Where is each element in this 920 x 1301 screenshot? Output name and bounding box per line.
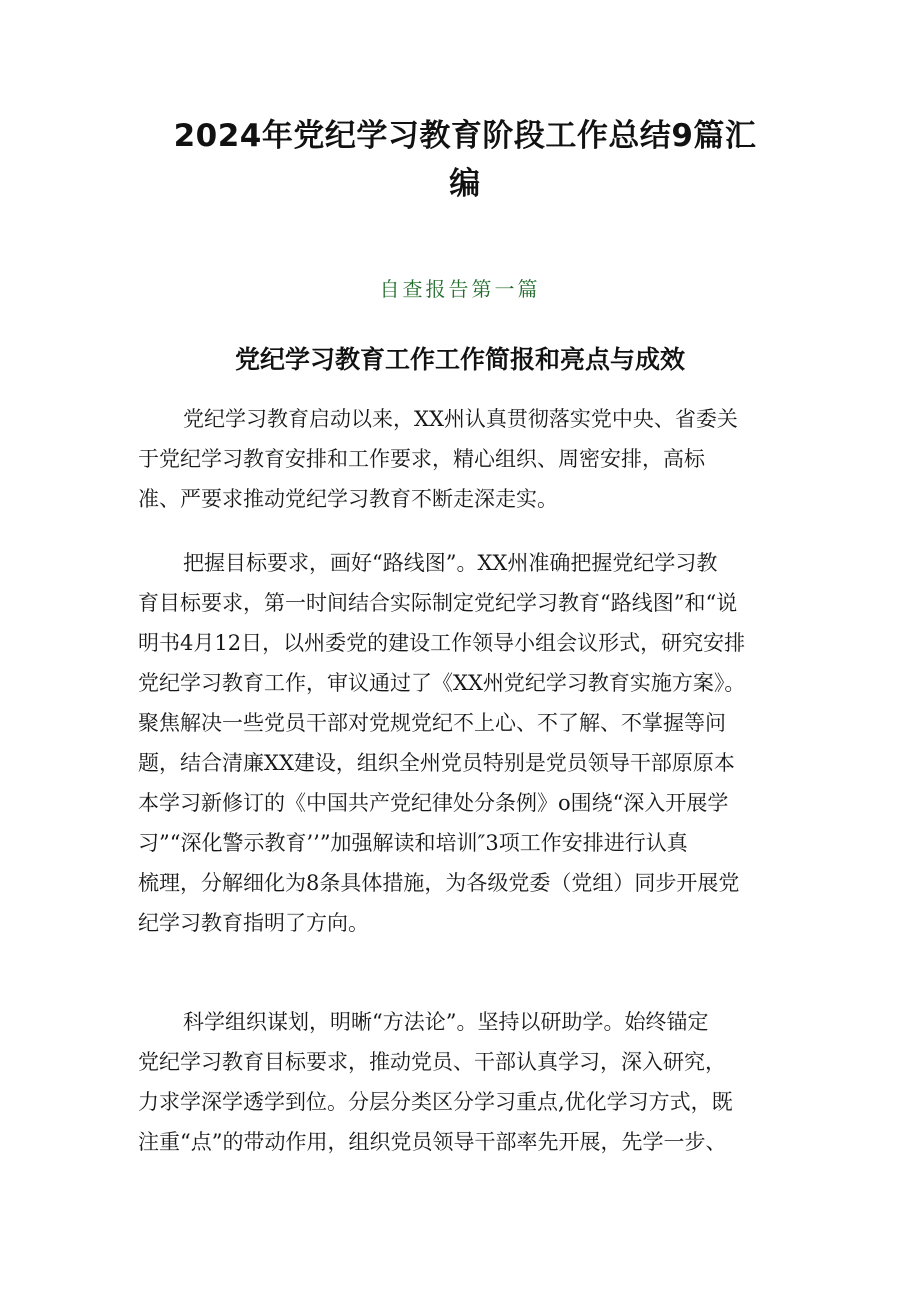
article-title: 党纪学习教育工作工作简报和亮点与成效	[234, 345, 685, 374]
paragraph-line: 纪学习教育指明了方向。	[138, 911, 369, 935]
paragraph-line: 育目标要求，第一时间结合实际制定党纪学习教育“路线图”和“说	[138, 591, 738, 615]
paragraph-line: 明书4月12日，以州委党的建设工作领导小组会议形式，研究安排	[138, 631, 746, 655]
paragraph-line: 党纪学习教育启动以来，XX州认真贯彻落实党中央、省委关	[183, 407, 738, 431]
document-title-line-1: 2024年党纪学习教育阶段工作总结9篇汇	[173, 118, 757, 154]
paragraph-line: 准、严要求推动党纪学习教育不断走深走实。	[138, 487, 558, 511]
paragraph-line: 习”“深化警示教育’’”加强解读和培训″3项工作安排进行认真	[138, 831, 688, 855]
paragraph-line: 题，结合清廉XX建设，组织全州党员特别是党员领导干部原原本	[138, 751, 735, 775]
paragraph-line: 党纪学习教育工作，审议通过了《XX州党纪学习教育实施方案》。	[138, 671, 746, 695]
paragraph-line: 本学习新修订的《中国共产党纪律处分条例》o围绕“深入开展学	[138, 791, 729, 815]
document-title-line-2: 编	[449, 166, 481, 202]
body-paragraph-2	[138, 543, 798, 943]
paragraph-line: 党纪学习教育目标要求，推动党员、干部认真学习，深入研究，	[138, 1050, 726, 1074]
paragraph-line: 梳理，分解细化为8条具体措施，为各级党委（党组）同步开展党	[138, 871, 740, 895]
paragraph-line: 力求学深学透学到位。分层分类区分学习重点,优化学习方式，既	[138, 1090, 733, 1114]
paragraph-line: 把握目标要求，画好“路线图”。XX州准确把握党纪学习教	[183, 551, 718, 575]
body-paragraph-1	[138, 399, 798, 519]
paragraph-line: 聚焦解决一些党员干部对党规党纪不上心、不了解、不掌握等问	[138, 711, 726, 735]
paragraph-line: 科学组织谋划，明晰“方法论”。坚持以研助学。始终锚定	[183, 1010, 709, 1034]
body-paragraph-3	[138, 1002, 798, 1162]
paragraph-line: 注重“点”的带动作用，组织党员领导干部率先开展，先学一步、	[138, 1130, 727, 1154]
section-label: 自查报告第一篇	[379, 277, 541, 301]
paragraph-line: 于党纪学习教育安排和工作要求，精心组织、周密安排，高标	[138, 447, 705, 471]
document-title	[150, 112, 780, 208]
